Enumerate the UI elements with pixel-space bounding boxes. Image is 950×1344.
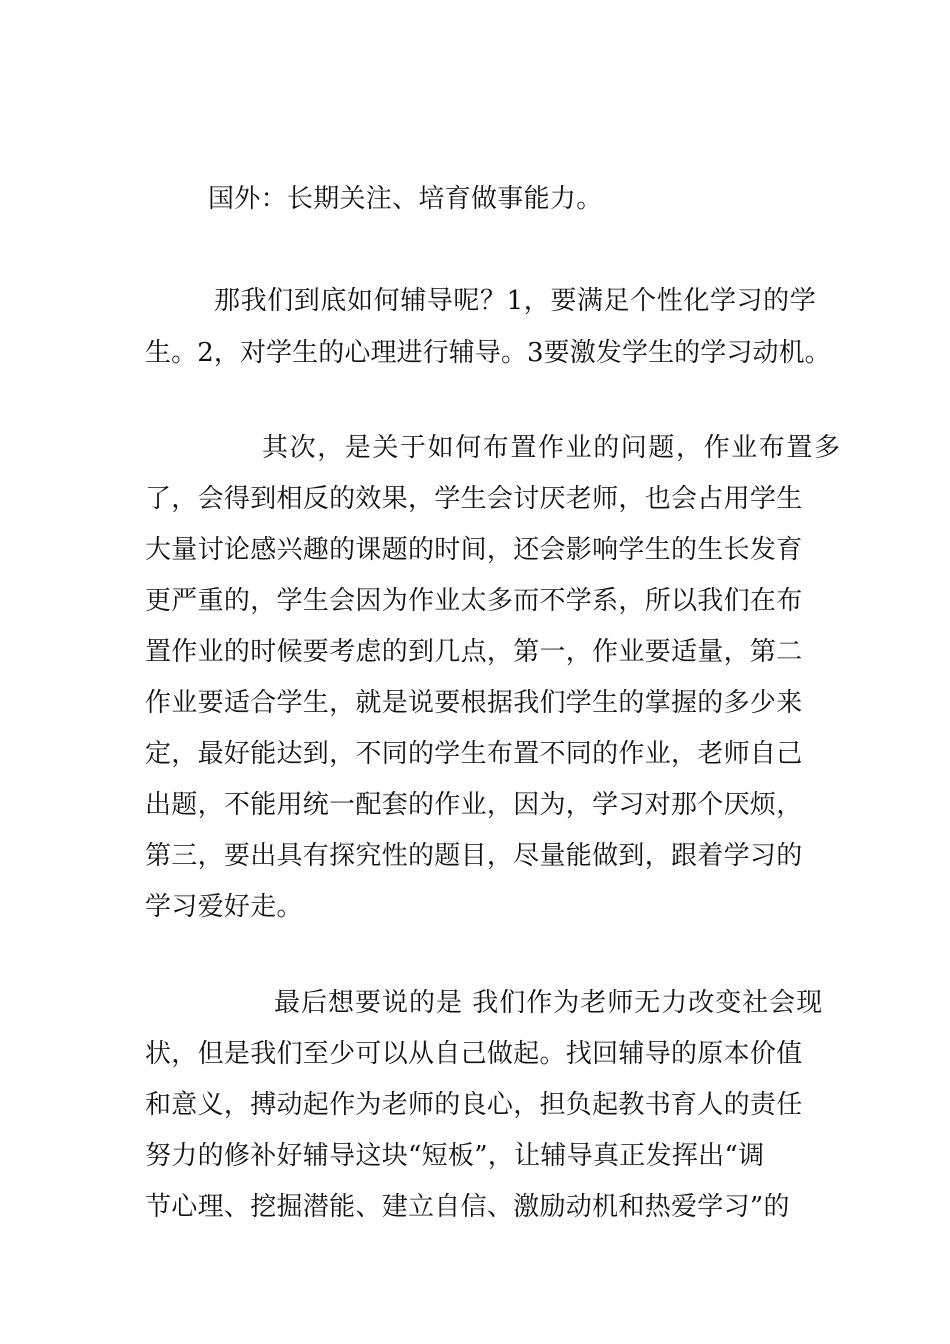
- paragraph-4-line-3: 和意义，搏动起作为老师的良心，担负起教书育人的责任: [145, 1090, 803, 1120]
- paragraph-4-line-5: 节心理、挖掘潜能、建立自信、激励动机和热爱学习”的: [145, 1192, 790, 1222]
- paragraph-3-line-6: 作业要适合学生，就是说要根据我们学生的掌握的多少来: [145, 688, 803, 718]
- paragraph-3-line-10: 学习爱好走。: [145, 892, 303, 922]
- paragraph-3-line-1: 其次，是关于如何布置作业的问题，作业布置多: [262, 433, 842, 463]
- paragraph-1-line-1: 国外：长期关注、培育做事能力。: [208, 184, 603, 214]
- paragraph-3-line-8: 出题，不能用统一配套的作业，因为，学习对那个厌烦，: [145, 790, 803, 820]
- paragraph-3-line-4: 更严重的，学生会因为作业太多而不学系，所以我们在布: [145, 586, 803, 616]
- paragraph-3-line-3: 大量讨论感兴趣的课题的时间，还会影响学生的生长发育: [145, 535, 803, 565]
- paragraph-4-line-2: 状，但是我们至少可以从自己做起。找回辅导的原本价值: [145, 1039, 803, 1069]
- paragraph-3-line-2: 了，会得到相反的效果，学生会讨厌老师，也会占用学生: [145, 484, 803, 514]
- paragraph-4-line-4: 努力的修补好辅导这块“短板”，让辅导真正发挥出“调: [145, 1141, 765, 1171]
- paragraph-4-line-1: 最后想要说的是 我们作为老师无力改变社会现: [274, 988, 824, 1018]
- paragraph-3-line-9: 第三，要出具有探究性的题目，尽量能做到，跟着学习的: [145, 841, 803, 871]
- paragraph-3-line-5: 置作业的时候要考虑的到几点，第一，作业要适量，第二: [145, 637, 803, 667]
- paragraph-2-line-1: 那我们到底如何辅导呢？1，要满足个性化学习的学: [214, 286, 817, 316]
- paragraph-2-line-2: 生。2，对学生的心理进行辅导。3要激发学生的学习动机。: [145, 338, 831, 368]
- paragraph-3-line-7: 定，最好能达到，不同的学生布置不同的作业，老师自己: [145, 739, 803, 769]
